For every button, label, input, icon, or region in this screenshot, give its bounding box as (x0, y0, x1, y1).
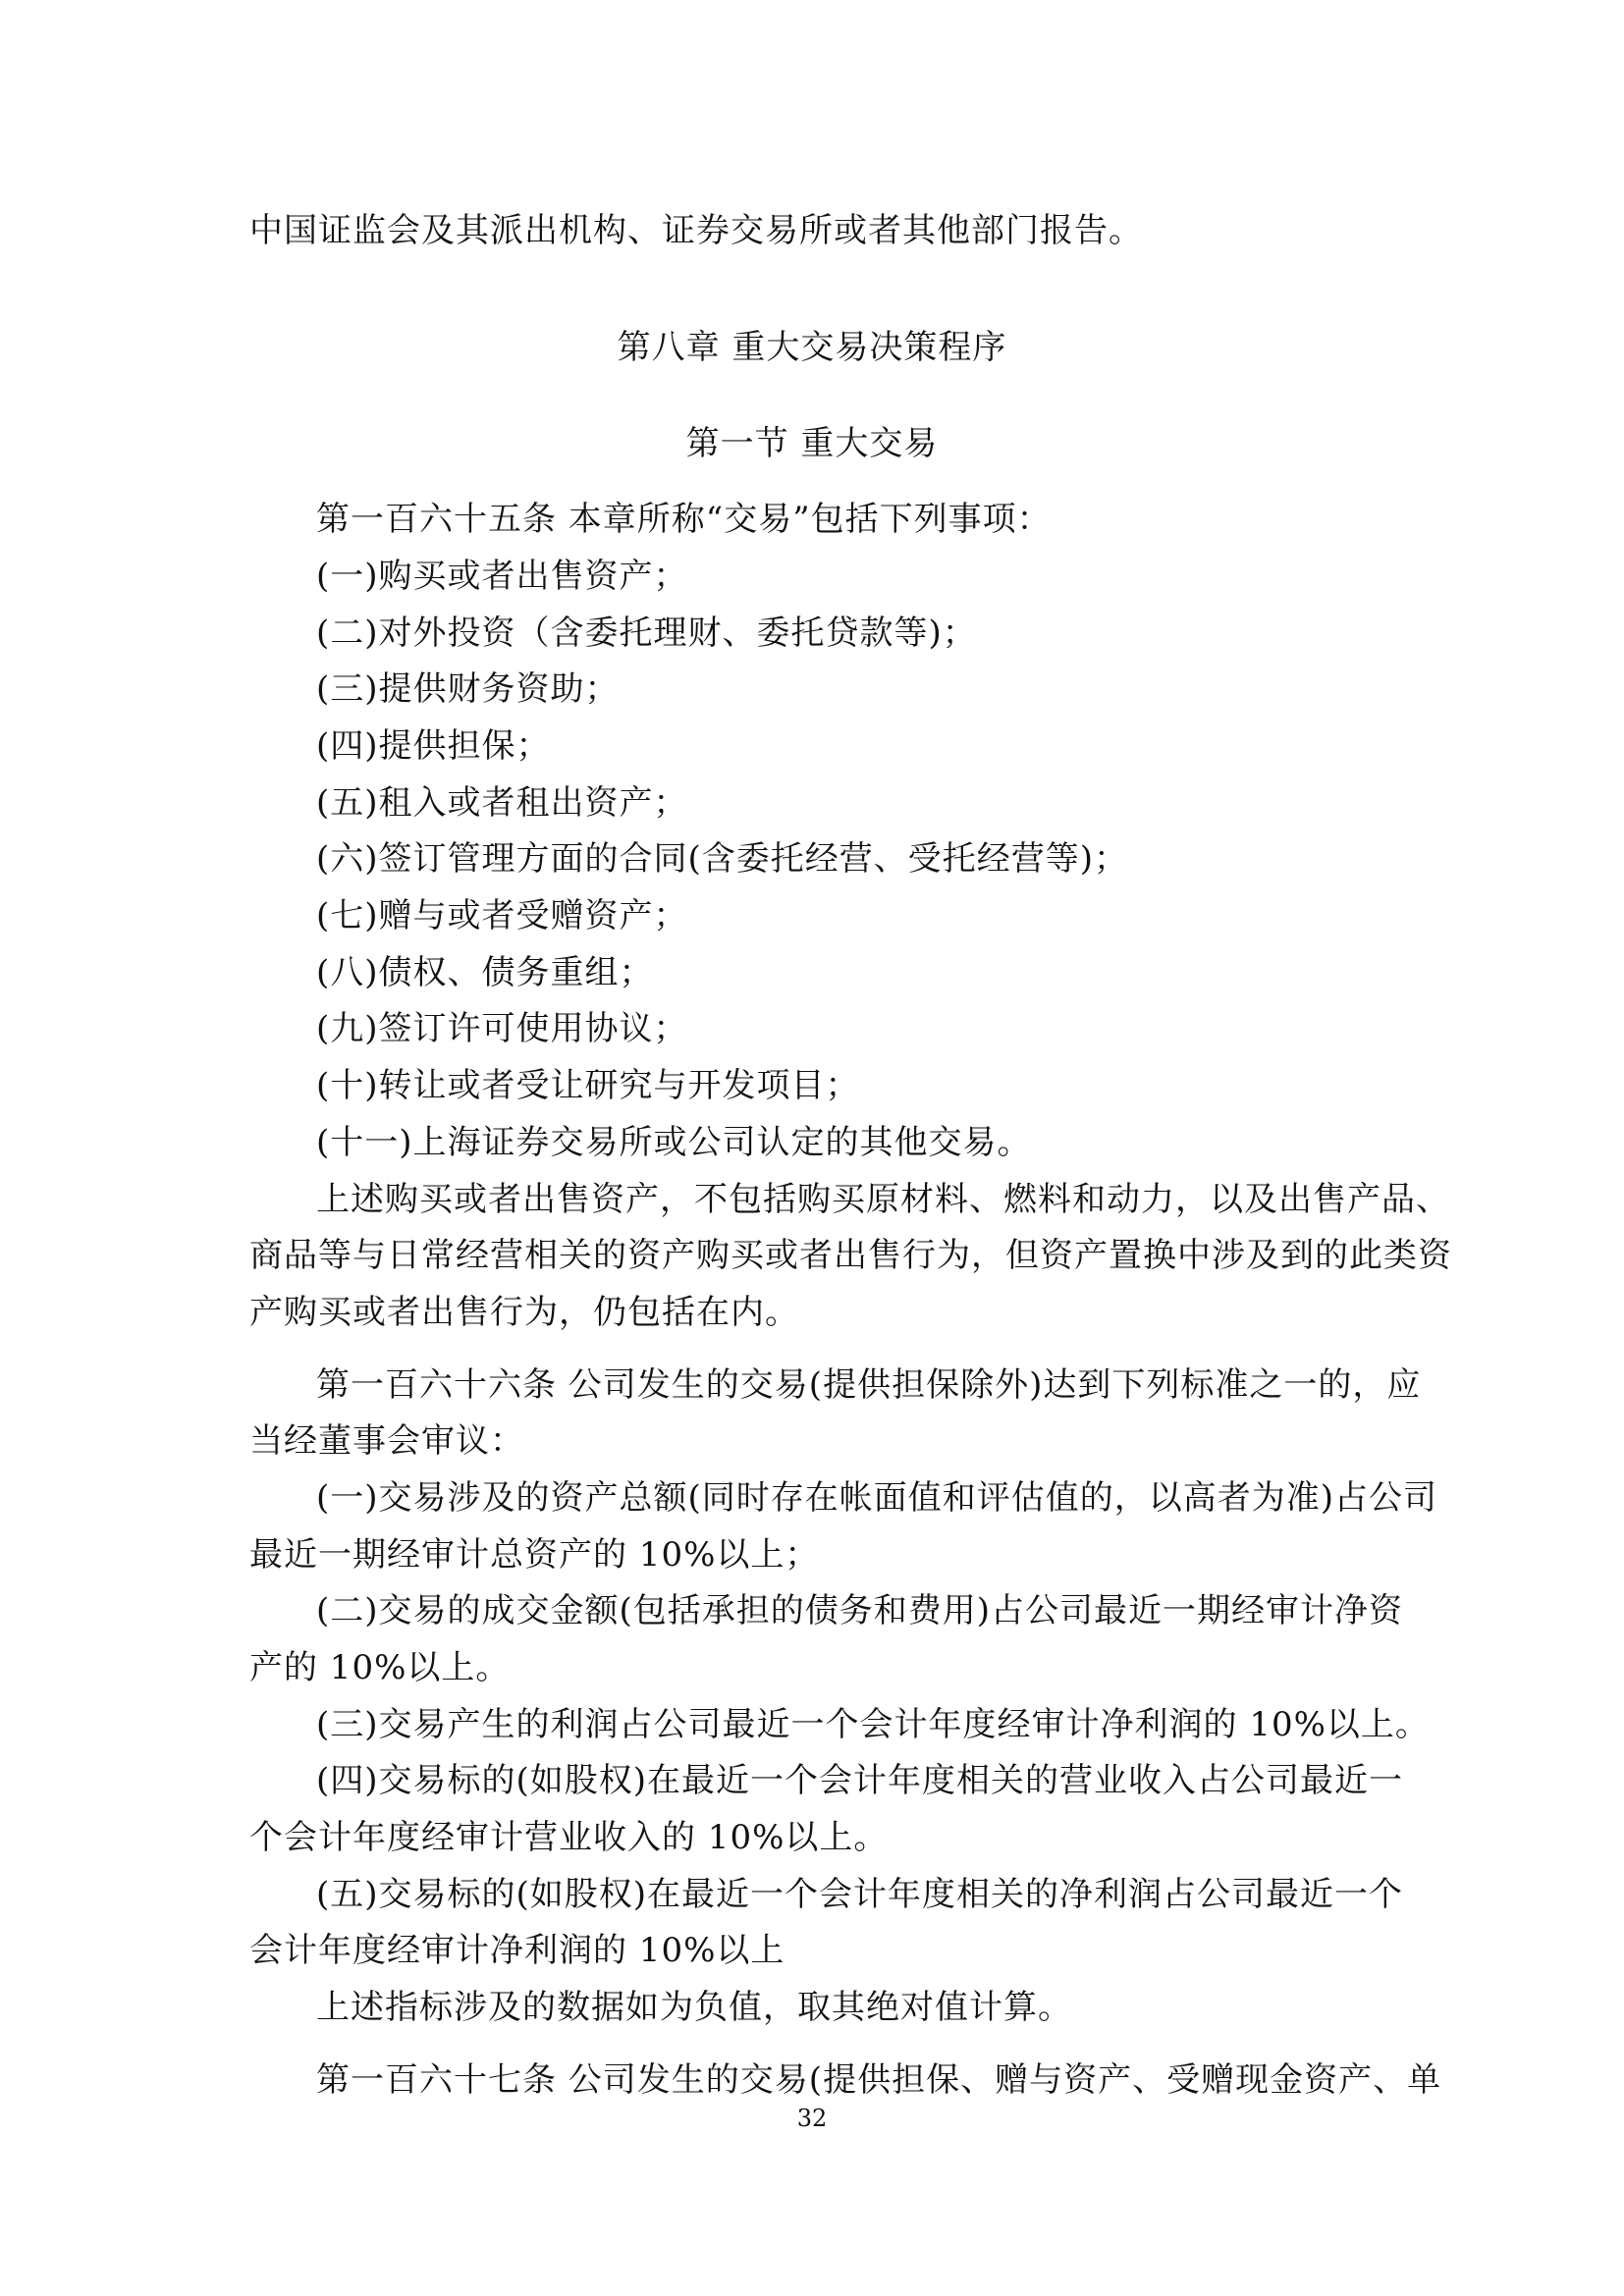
list-item-2: (二)对外投资（含委托理财、委托贷款等)； (316, 614, 977, 653)
paragraph-line: 个会计年度经审计营业收入的 10%以上。 (249, 1818, 889, 1857)
list-item-3: (三)提供财务资助； (316, 669, 620, 709)
section-heading: 第一节 重大交易 (685, 424, 939, 463)
paragraph-line: 会计年度经审计净利润的 10%以上 (249, 1931, 785, 1970)
list-item-10: (十)转让或者受让研究与开发项目； (316, 1066, 860, 1105)
paragraph-line: (五)交易标的(如股权)在最近一个会计年度相关的净利润占公司最近一个 (316, 1875, 1404, 1914)
paragraph-line: 上述指标涉及的数据如为负值，取其绝对值计算。 (316, 1988, 1072, 2027)
list-item-6: (六)签订管理方面的合同(含委托经营、受托经营等)； (316, 839, 1129, 879)
paragraph-line: 产的 10%以上。 (249, 1648, 511, 1687)
article-166-heading: 第一百六十六条 公司发生的交易(提供担保除外)达到下列标准之一的，应 (316, 1365, 1422, 1405)
paragraph-line: (二)交易的成交金额(包括承担的债务和费用)占公司最近一期经审计净资 (316, 1591, 1404, 1630)
article-167-heading: 第一百六十七条 公司发生的交易(提供担保、赠与资产、受赠现金资产、单 (316, 2060, 1442, 2100)
continuation-line: 中国证监会及其派出机构、证券交易所或者其他部门报告。 (249, 211, 1143, 250)
list-item-11: (十一)上海证券交易所或公司认定的其他交易。 (316, 1123, 1032, 1162)
list-item-8: (八)债权、债务重组； (316, 953, 654, 992)
list-item-7: (七)赠与或者受赠资产； (316, 896, 688, 935)
list-item-5: (五)租入或者租出资产； (316, 783, 688, 823)
paragraph-line: 产购买或者出售行为，仍包括在内。 (249, 1293, 799, 1332)
page-number: 32 (796, 2105, 828, 2132)
list-item-1: (一)购买或者出售资产； (316, 557, 688, 596)
list-item-9: (九)签订许可使用协议； (316, 1009, 688, 1048)
paragraph-line: 当经董事会审议： (249, 1421, 524, 1461)
paragraph-line: (一)交易涉及的资产总额(同时存在帐面值和评估值的，以高者为准)占公司 (316, 1478, 1438, 1518)
paragraph-line: 最近一期经审计总资产的 10%以上； (249, 1535, 820, 1575)
paragraph-line: (四)交易标的(如股权)在最近一个会计年度相关的营业收入占公司最近一 (316, 1761, 1404, 1800)
chapter-heading: 第八章 重大交易决策程序 (617, 328, 1007, 367)
paragraph-line: 商品等与日常经营相关的资产购买或者出售行为，但资产置换中涉及到的此类资 (249, 1236, 1452, 1275)
paragraph-line: 上述购买或者出售资产，不包括购买原材料、燃料和动力，以及出售产品、 (316, 1180, 1450, 1219)
article-165-heading: 第一百六十五条 本章所称“交易”包括下列事项： (316, 500, 1052, 539)
paragraph-line: (三)交易产生的利润占公司最近一个会计年度经审计净利润的 10%以上。 (316, 1705, 1430, 1744)
list-item-4: (四)提供担保； (316, 726, 551, 766)
